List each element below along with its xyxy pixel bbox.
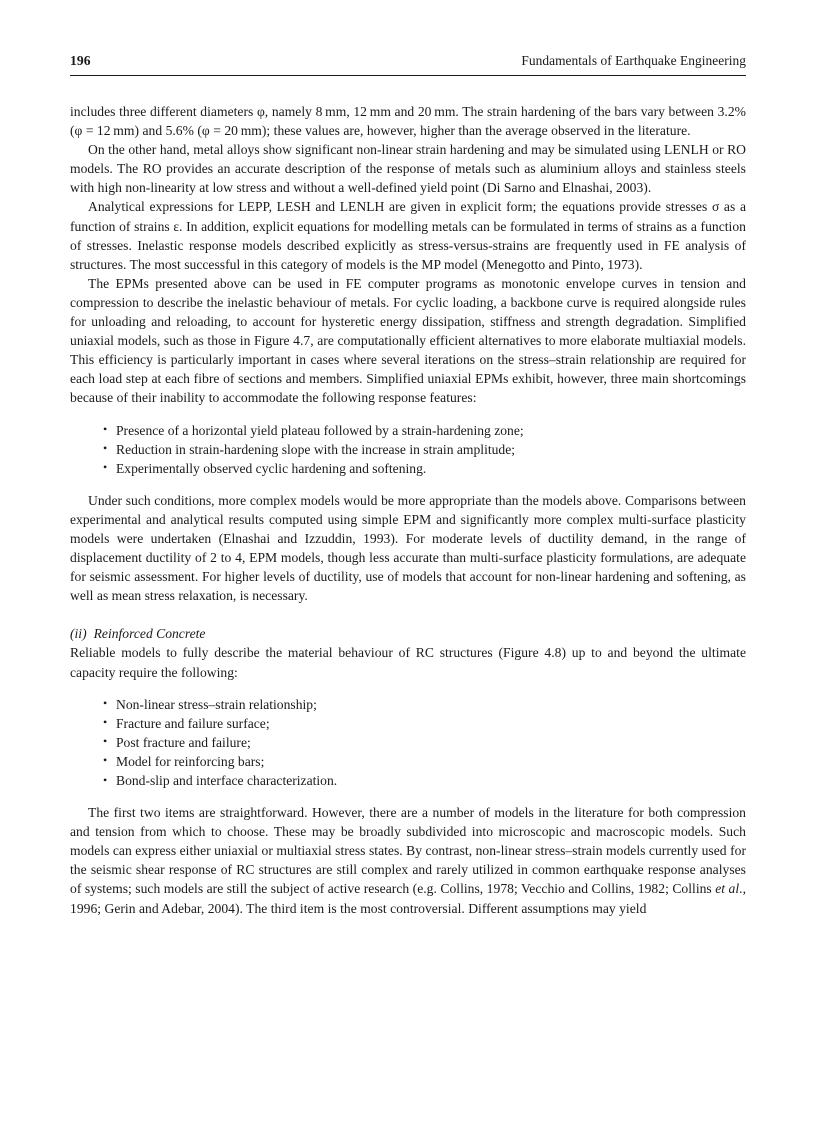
- list-item: • Model for reinforcing bars;: [103, 752, 746, 771]
- paragraph-5: Under such conditions, more complex models would be more appropriate than the models above. Comparisons between experimental and analytical results computed using simple EPM and significantly more complex multi-surface plasticity models were undertaken (Elnashai and Izzuddin, 1993). For moderate levels of ductility demand, in the range of displacement ductility of 2 to 4, EPM models, though less accurate than multi-surface plasticity formulations, are adequate for seismic assessment. For higher levels of ductility, use of models that account for non-linear hardening and softening, as well as mean stress relaxation, is necessary.: [70, 492, 746, 604]
- paragraph-2: On the other hand, metal alloys show significant non-linear strain hardening and may be simulated using LENLH or RO models. The RO provides an accurate description of the response of metals such as aluminium alloys and stainless steels with high non-linearity at low stress and without a well-defined yield point (Di Sarno and Elnashai, 2003).: [70, 142, 746, 196]
- list-item: • Bond-slip and interface characterization.: [103, 771, 746, 790]
- paragraph-1: includes three different diameters φ, namely 8 mm, 12 mm and 20 mm. The strain hardening of the bars vary between 3.2% (φ = 12 mm) and 5.6% (φ = 20 mm); these values are, however, higher than the average observed in the literature.: [70, 104, 746, 139]
- bullet-list-rc-requirements: [70, 695, 746, 790]
- page-number: 196: [70, 53, 91, 68]
- paragraph-3: Analytical expressions for LEPP, LESH and LENLH are given in explicit form; the equations provide stresses σ as a function of strains ε. In addition, explicit equations for modelling metals can be formulated in terms of strains as a function of stresses. Inelastic response models described explicitly as stress-versus-strains are frequently used in FE analysis of structures. The most successful in this category of models is the MP model (Menegotto and Pinto, 1973).: [70, 199, 746, 272]
- citation-et-al: et al: [715, 881, 740, 897]
- list-item: • Reduction in strain-hardening slope with the increase in strain amplitude;: [103, 440, 746, 459]
- running-head-rule: [70, 75, 746, 76]
- body-text: [70, 102, 746, 918]
- list-item: • Fracture and failure surface;: [103, 714, 746, 733]
- paragraph-7-text-b: ., 1996; Gerin and Adebar, 2004). The third item is the most controversial. Different assumptions may yield: [70, 881, 746, 916]
- bullet-list-shortcomings: [70, 421, 746, 478]
- running-head-title: Fundamentals of Earthquake Engineering: [521, 53, 746, 68]
- subheading-reinforced-concrete: [70, 624, 746, 643]
- paragraph-7: [70, 803, 746, 918]
- paragraph-4: The EPMs presented above can be used in FE computer programs as monotonic envelope curves in tension and compression to describe the inelastic behaviour of metals. For cyclic loading, a backbone curve is required alongside rules for unloading and reloading, to account for hysteretic energy dissipation, stiffness and strength degradation. Simplified uniaxial models, such as those in Figure 4.7, are computationally efficient alternatives to more elaborate multiaxial models. This efficiency is particularly important in cases where several iterations on the stress–strain relationship are required for each load step at each fibre of sections and members. Simplified uniaxial EPMs exhibit, however, three main shortcomings because of their inability to accommodate the following response features:: [70, 275, 746, 406]
- page-content: [70, 52, 746, 918]
- list-item: • Presence of a horizontal yield plateau followed by a strain-hardening zone;: [103, 421, 746, 440]
- list-item: • Experimentally observed cyclic hardening and softening.: [103, 459, 746, 478]
- paragraph-6: Reliable models to fully describe the material behaviour of RC structures (Figure 4.8) up to and beyond the ultimate capacity require the following:: [70, 645, 746, 680]
- list-item: • Post fracture and failure;: [103, 733, 746, 752]
- paragraph-7-text-a: The first two items are straightforward. However, there are a number of models in the literature for both compression and tension from which to choose. These may be broadly subdivided into microscopic and macroscopic models. Such models can express either uniaxial or multiaxial stress states. By contrast, non-linear stress–strain models currently used for the seismic shear response of RC structures are still complex and rarely utilized in common earthquake response analyses of systems; such models are still the subject of active research (e.g. Collins, 1978; Vecchio and Collins, 1982; Collins: [70, 805, 746, 897]
- running-head: [70, 52, 746, 74]
- subheading-title: Reinforced Concrete: [93, 626, 206, 642]
- list-item: • Non-linear stress–strain relationship;: [103, 695, 746, 714]
- subheading-numeral: (ii): [70, 626, 87, 642]
